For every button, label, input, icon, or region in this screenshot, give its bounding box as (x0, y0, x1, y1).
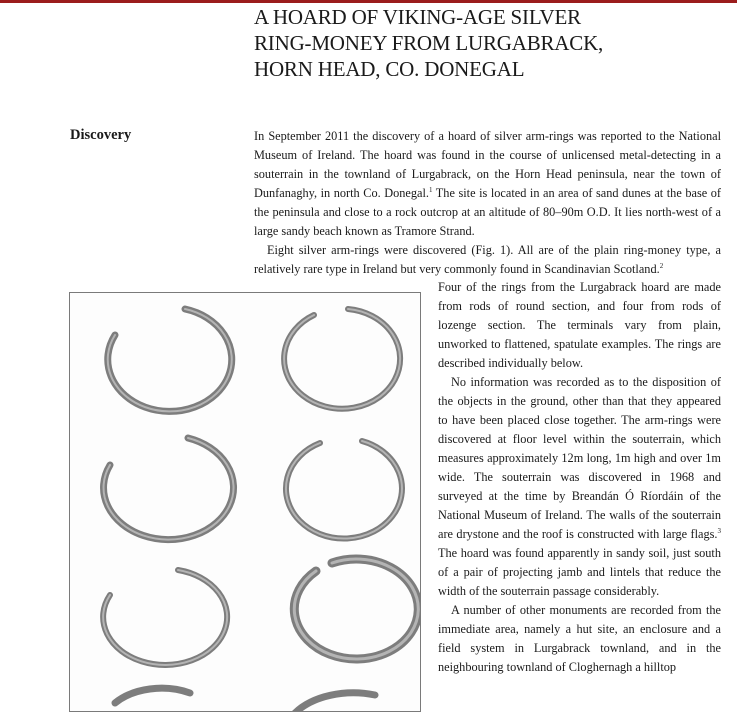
section-heading-discovery: Discovery (70, 127, 132, 143)
ring-3 (104, 438, 234, 540)
title-line-1: A HOARD OF VIKING-AGE SILVER (254, 5, 581, 29)
paragraph-3-part-a: No information was recorded as to the disposition of the objects in the ground, other than that they appeared to have been placed close together. The arm-rings were discovered at floor level within the souterrain, which measures approximately 12m long, 1m high and over 1m wide. The souterrain was discovered in 1968 and surveyed at the time by Breandán Ó Ríordáin of the National Museum of Ireland. The walls of the souterrain are drystone and the roof is constructed with large flags. (438, 375, 721, 541)
paragraph-3 (438, 373, 721, 601)
paragraph-4: A number of other monuments are recorded from the immediate area, namely a hut site, an enclosure and a field system in Lurgabrack townland, and in the neighbouring townland of Cloghernagh a hilltop (438, 603, 721, 674)
ring-8 (295, 693, 375, 712)
ring-7 (115, 688, 190, 703)
text-column-narrow (438, 278, 721, 677)
footnote-ref-3[interactable]: 3 (717, 526, 721, 535)
paragraph-1-part-a: In September 2011 the discovery of a hoard of silver arm-rings was reported to the National Museum of Ireland. The hoard was found in the course of unlicensed metal-detecting in a souterrain in the townland of Lurgabrack, on the Horn Head peninsula, near the town of Dunfanaghy, in north Co. Donegal. (254, 129, 721, 200)
footnote-ref-2[interactable]: 2 (659, 261, 664, 270)
article-title (254, 4, 724, 82)
text-column-wide (254, 127, 721, 279)
top-rule (0, 0, 737, 3)
title-line-3: HORN HEAD, CO. DONEGAL (254, 57, 525, 81)
ring-6 (294, 559, 418, 659)
ring-1 (108, 309, 232, 411)
paragraph-2 (254, 241, 721, 279)
ring-4 (286, 441, 402, 539)
paragraph-1-part-b: The site is located in an area of sand dunes at the base of the peninsula and close to a rock outcrop at an altitude of 80–90m O.D. It lies north-west of a large sandy beach known as Tramore Strand. (254, 186, 721, 238)
ring-5 (103, 570, 227, 665)
paragraph-2-part-a: Eight silver arm-rings were discovered (Fig. 1). All are of the plain ring-money type, a relatively rare type in Ireland but very commonly found in Scandinavian Scotland. (254, 243, 721, 276)
paragraph-3-part-b: The hoard was found apparently in sandy soil, just south of a pair of projecting jamb and lintels that reduce the width of the souterrain passage considerably. (438, 546, 721, 598)
ring-2 (284, 309, 400, 409)
footnote-ref-1[interactable]: 1 (428, 185, 433, 194)
title-line-2: RING-MONEY FROM LURGABRACK, (254, 31, 604, 55)
paragraph-1 (254, 127, 721, 241)
figure-1-photo (69, 292, 421, 712)
paragraph-2-continued: Four of the rings from the Lurgabrack hoard are made from rods of round section, and four from rods of lozenge section. The terminals vary from plain, unworked to flattened, spatulate examples. The rings are described individually below. (438, 280, 721, 370)
arm-rings-photo (70, 293, 420, 712)
